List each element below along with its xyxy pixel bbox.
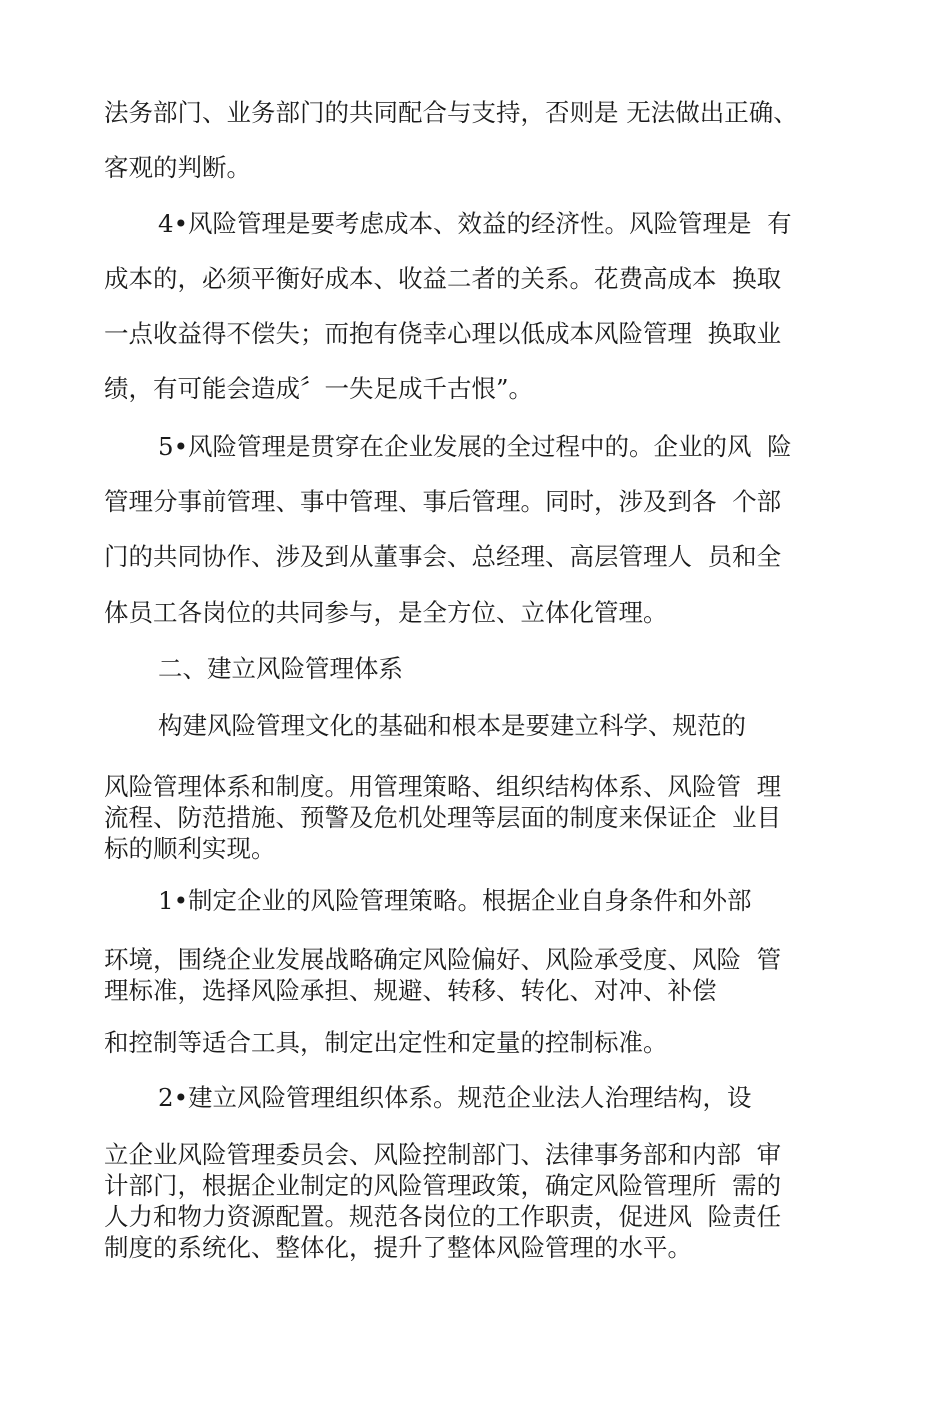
text-line: 法务部门、业务部门的共同配合与支持，否则是 无法做出正确、 <box>104 98 798 127</box>
text-line: 和控制等适合工具，制定出定性和定量的控制标准。 <box>104 1028 668 1057</box>
text-line: 成本的，必须平衡好成本、收益二者的关系。花费高成本 换取 <box>104 264 782 293</box>
section-heading: 二、建立风险管理体系 <box>158 654 403 683</box>
text-line: 一点收益得不偿失；而抱有侥幸心理以低成本风险管理 换取业 <box>104 319 782 348</box>
text-line: 理标准，选择风险承担、规避、转移、转化、对冲、补偿 <box>104 976 717 1005</box>
text-line: 人力和物力资源配置。规范各岗位的工作职责，促进风 险责任 <box>104 1202 782 1231</box>
text-line: 绩，有可能会造成〞一失足成千古恨”。 <box>104 374 534 403</box>
text-line: 环境，围绕企业发展战略确定风险偏好、风险承受度、风险 管 <box>104 945 782 974</box>
text-line: 风险管理体系和制度。用管理策略、组织结构体系、风险管 理 <box>104 772 782 801</box>
text-line: 流程、防范措施、预警及危机处理等层面的制度来保证企 业目 <box>104 803 782 832</box>
text-line: 立企业风险管理委员会、风险控制部门、法律事务部和内部 审 <box>104 1140 782 1169</box>
text-line: 客观的判断。 <box>104 153 251 182</box>
text-line: 5•风险管理是贯穿在企业发展的全过程中的。企业的风 险 <box>158 432 792 461</box>
text-line: 4•风险管理是要考虑成本、效益的经济性。风险管理是 有 <box>158 209 792 238</box>
text-line: 制度的系统化、整体化，提升了整体风险管理的水平。 <box>104 1233 692 1262</box>
text-line: 管理分事前管理、事中管理、事后管理。同时，涉及到各 个部 <box>104 487 782 516</box>
text-line: 门的共同协作、涉及到从董事会、总经理、高层管理人 员和全 <box>104 542 782 571</box>
text-line: 2•建立风险管理组织体系。规范企业法人治理结构，设 <box>158 1083 752 1112</box>
text-line: 计部门，根据企业制定的风险管理政策，确定风险管理所 需的 <box>104 1171 782 1200</box>
text-line: 1•制定企业的风险管理策略。根据企业自身条件和外部 <box>158 886 752 915</box>
text-line: 标的顺利实现。 <box>104 834 276 863</box>
text-line: 构建风险管理文化的基础和根本是要建立科学、规范的 <box>158 711 746 740</box>
text-line: 体员工各岗位的共同参与，是全方位、立体化管理。 <box>104 598 668 627</box>
